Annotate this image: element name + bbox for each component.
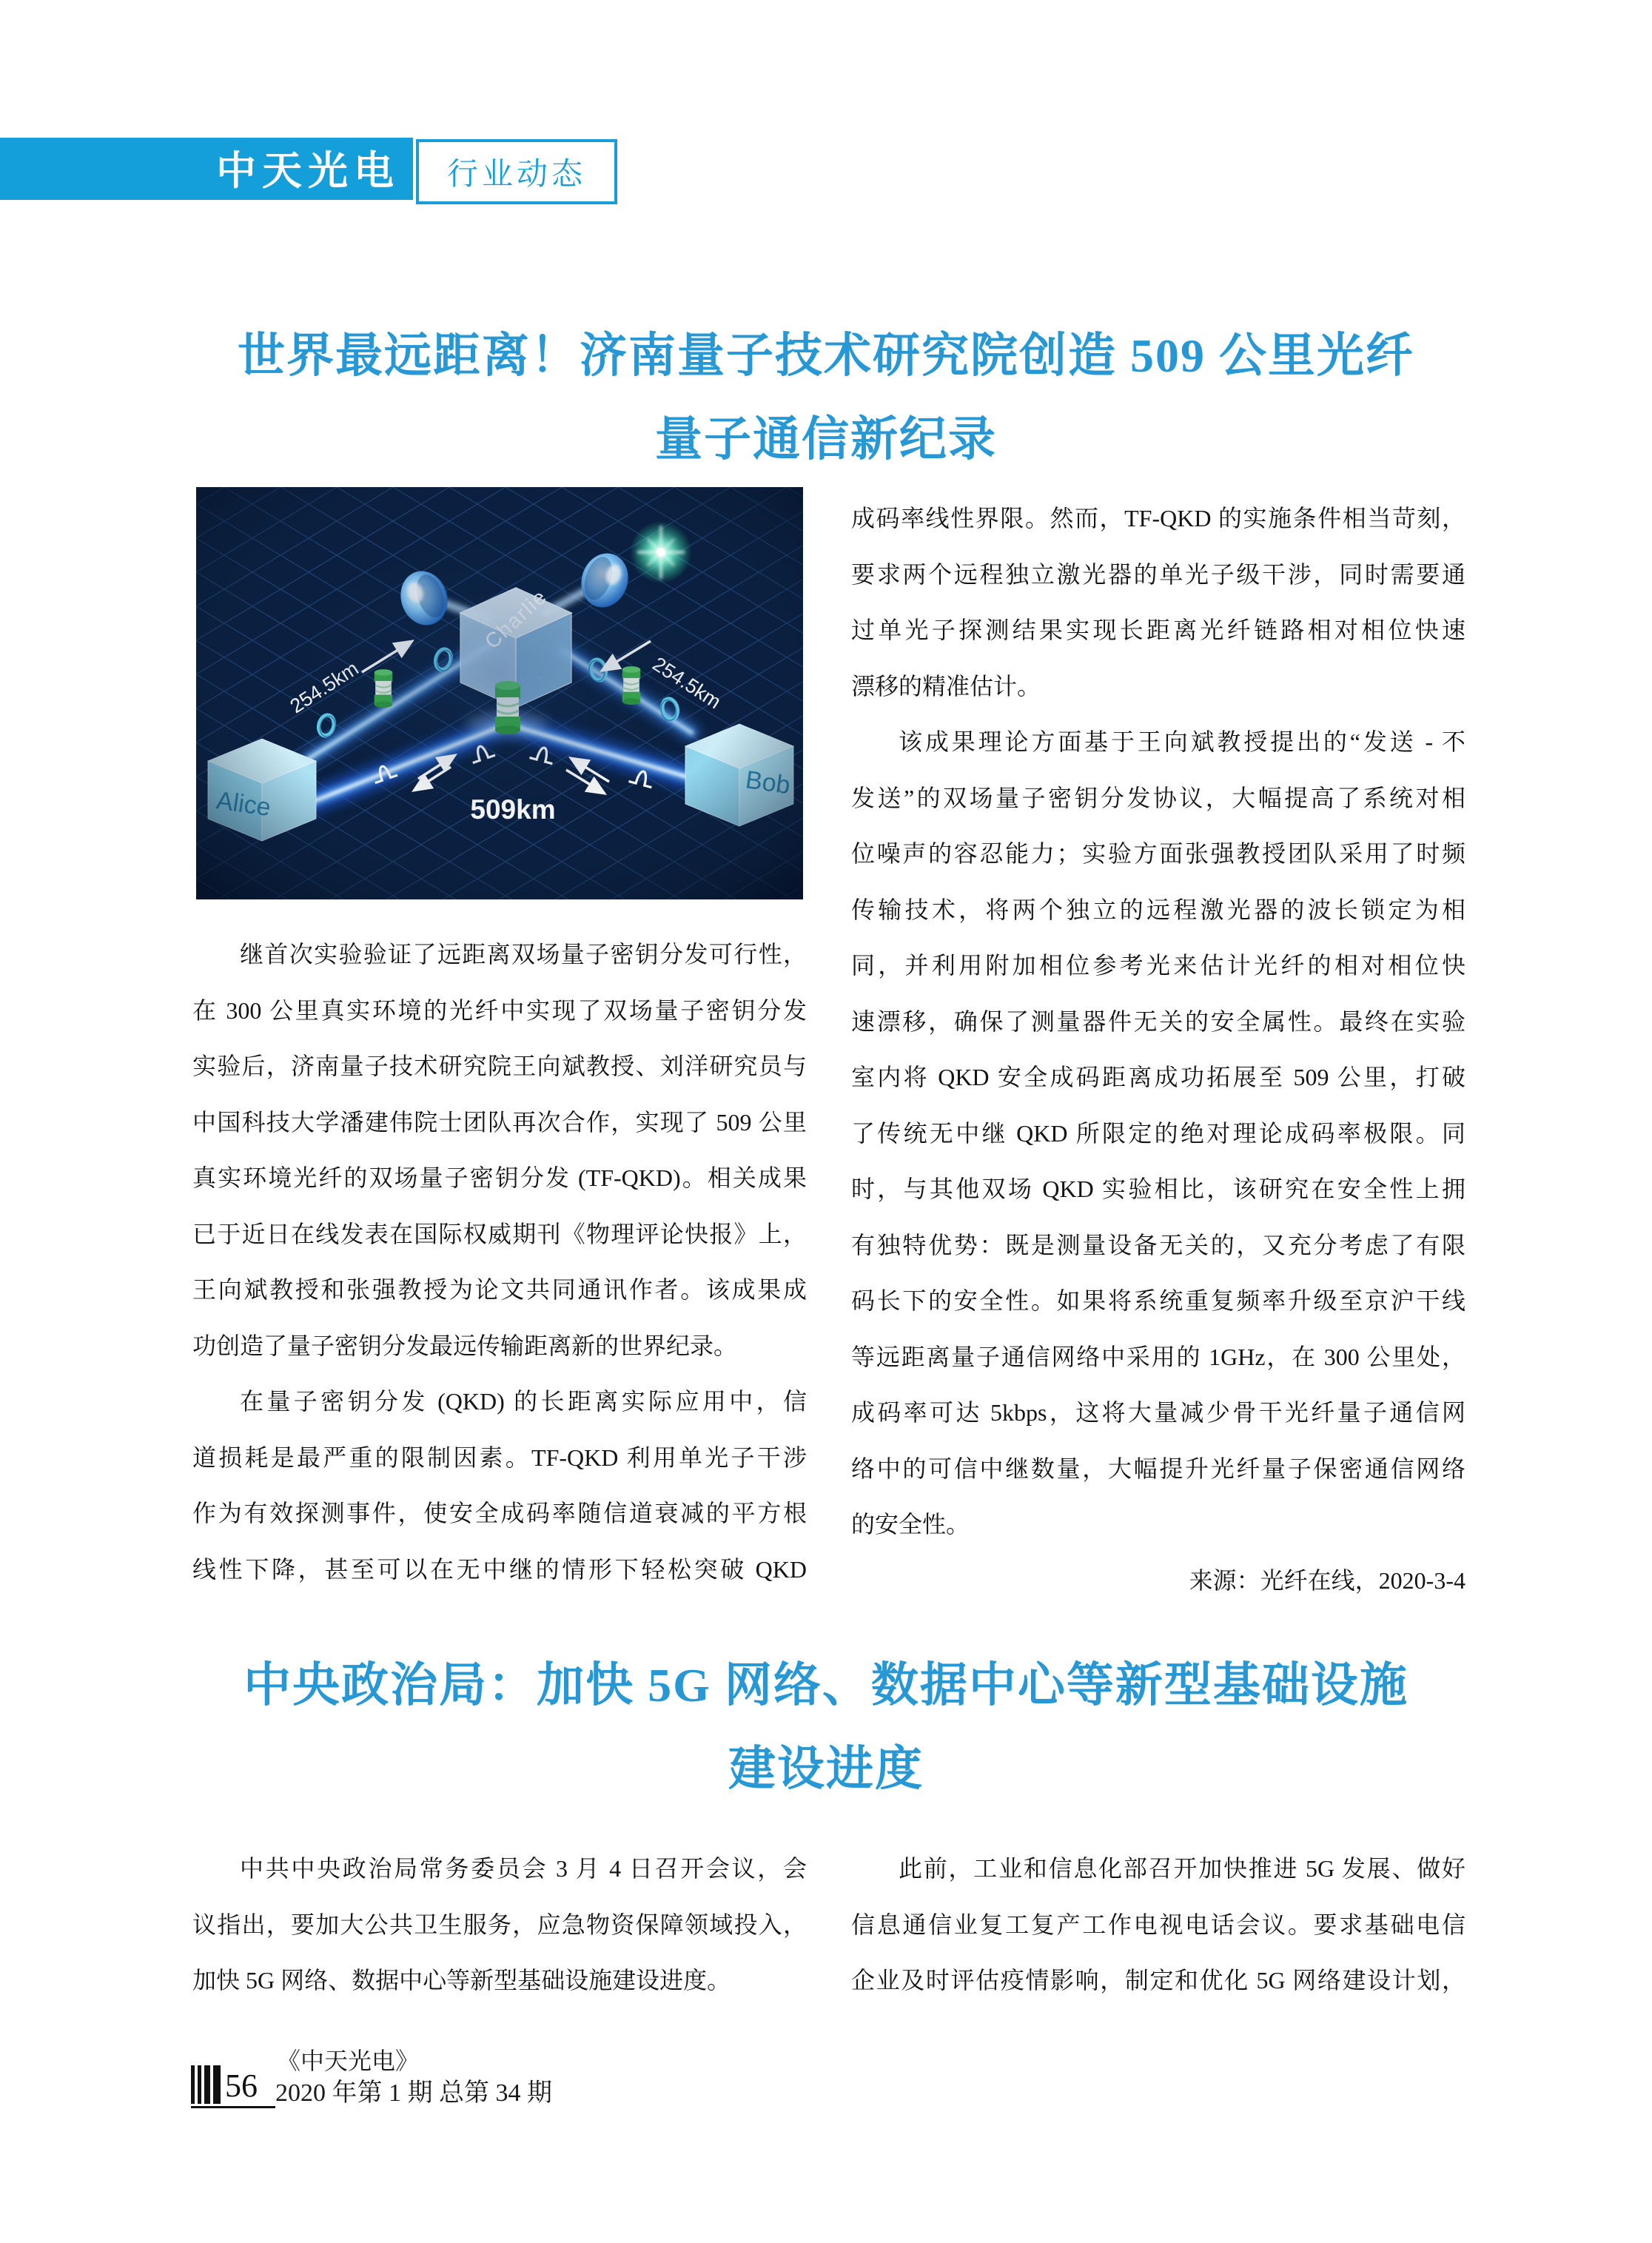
footer-rule <box>191 2106 275 2108</box>
article2-column-left <box>192 1841 807 2009</box>
article2-title <box>0 1643 1652 1811</box>
text-line: 传输技术，将两个独立的远程激光器的波长锁定为相 <box>851 896 1465 923</box>
text-line: 了传统无中继 QKD 所限定的绝对理论成码率极限。同 <box>851 1119 1465 1147</box>
text-line: 位噪声的容忍能力；实验方面张强教授团队采用了时频 <box>851 840 1465 867</box>
text-line: 在量子密钥分发 (QKD) 的长距离实际应用中，信 <box>240 1388 807 1415</box>
text-line: 码长下的安全性。如果将系统重复频率升级至京沪干线 <box>851 1287 1465 1314</box>
text-line: 络中的可信中继数量，大幅提升光纤量子保密通信网络 <box>851 1455 1465 1482</box>
article1-column-left <box>192 927 807 1597</box>
brand-bar <box>0 138 413 200</box>
page-number: 56 <box>225 2068 258 2104</box>
text-line: 此前，工业和信息化部召开加快推进 5G 发展、做好 <box>899 1855 1465 1882</box>
text-line: 同，并利用附加相位参考光来估计光纤的相对相位快 <box>851 952 1465 979</box>
text-line: 的安全性。 <box>851 1511 970 1538</box>
text-line: 功创造了量子密钥分发最远传输距离新的世界纪录。 <box>192 1332 738 1359</box>
text-line: 王向斌教授和张强教授为论文共同通讯作者。该成果成 <box>192 1276 807 1303</box>
footer-bars-icon <box>191 2065 222 2104</box>
text-line: 成码率可达 5kbps，这将大量减少骨干光纤量子通信网 <box>851 1399 1465 1426</box>
footer-journal-name: 《中天光电》 <box>277 2048 420 2074</box>
text-line: 要求两个远程独立激光器的单光子级干涉，同时需要通 <box>851 560 1465 588</box>
text-line: 中共中央政治局常务委员会 3 月 4 日召开会议，会 <box>240 1855 807 1882</box>
figure-vignette <box>196 487 803 899</box>
section-tab-label: 行业动态 <box>446 156 586 191</box>
section-tab <box>416 139 617 204</box>
text-line: 议指出，要加大公共卫生服务，应急物资保障领域投入， <box>192 1911 807 1938</box>
text-line: 加快 5G 网络、数据中心等新型基础设施建设进度。 <box>192 1967 731 1994</box>
text-line: 真实环境光纤的双场量子密钥分发 (TF-QKD)。相关成果 <box>192 1164 807 1191</box>
text-line: 道损耗是最严重的限制因素。TF-QKD 利用单光子干涉 <box>192 1444 807 1471</box>
article2-column-right <box>851 1841 1465 2009</box>
text-line: 来源：光纤在线，2020-3-4 <box>1189 1566 1465 1594</box>
text-line: 已于近日在线发表在国际权威期刊《物理评论快报》上， <box>192 1220 807 1247</box>
text-line: 发送”的双场量子密钥分发协议，大幅提高了系统对相 <box>851 784 1465 811</box>
text-line: 企业及时评估疫情影响，制定和优化 5G 网络建设计划， <box>851 1967 1465 1994</box>
article2-title-line2: 建设进度 <box>728 1743 924 1795</box>
text-line: 继首次实验验证了远距离双场量子密钥分发可行性， <box>240 941 807 968</box>
quantum-network-figure <box>196 487 803 899</box>
article1-column-right <box>851 491 1465 1609</box>
text-line: 在 300 公里真实环境的光纤中实现了双场量子密钥分发 <box>192 996 807 1024</box>
text-line: 中国科技大学潘建伟院士团队再次合作，实现了 509 公里 <box>192 1108 807 1136</box>
text-line: 过单光子探测结果实现长距离光纤链路相对相位快速 <box>851 617 1465 643</box>
article1-title-line2: 量子通信新纪录 <box>655 413 997 466</box>
text-line: 实验后，济南量子技术研究院王向斌教授、刘洋研究员与 <box>192 1053 807 1079</box>
text-line: 速漂移，确保了测量器件无关的安全属性。最终在实验 <box>851 1007 1465 1035</box>
text-line: 作为有效探测事件，使安全成码率随信道衰减的平方根 <box>192 1500 807 1526</box>
text-line: 该成果理论方面基于王向斌教授提出的“发送 - 不 <box>899 728 1465 755</box>
footer-issue-info: 2020 年第 1 期 总第 34 期 <box>275 2079 552 2107</box>
text-line: 成码率线性界限。然而，TF-QKD 的实施条件相当苛刻， <box>851 505 1465 532</box>
text-line: 有独特优势：既是测量设备无关的，又充分考虑了有限 <box>851 1231 1465 1258</box>
article1-title-line1: 世界最远距离！济南量子技术研究院创造 509 公里光纤 <box>238 329 1414 382</box>
text-line: 漂移的精准估计。 <box>851 672 1041 700</box>
text-line: 线性下降，甚至可以在无中继的情形下轻松突破 QKD <box>192 1555 807 1583</box>
text-line: 信息通信业复工复产工作电视电话会议。要求基础电信 <box>851 1911 1465 1938</box>
article2-title-line1: 中央政治局：加快 5G 网络、数据中心等新型基础设施 <box>244 1659 1408 1711</box>
text-line: 等远距离量子通信网络中采用的 1GHz，在 300 公里处， <box>851 1343 1465 1370</box>
brand-logo: 中天光电 <box>216 147 400 194</box>
article1-title <box>0 314 1652 481</box>
text-line: 时，与其他双场 QKD 实验相比，该研究在安全性上拥 <box>851 1176 1465 1202</box>
text-line: 室内将 QKD 安全成码距离成功拓展至 509 公里，打破 <box>851 1064 1465 1090</box>
